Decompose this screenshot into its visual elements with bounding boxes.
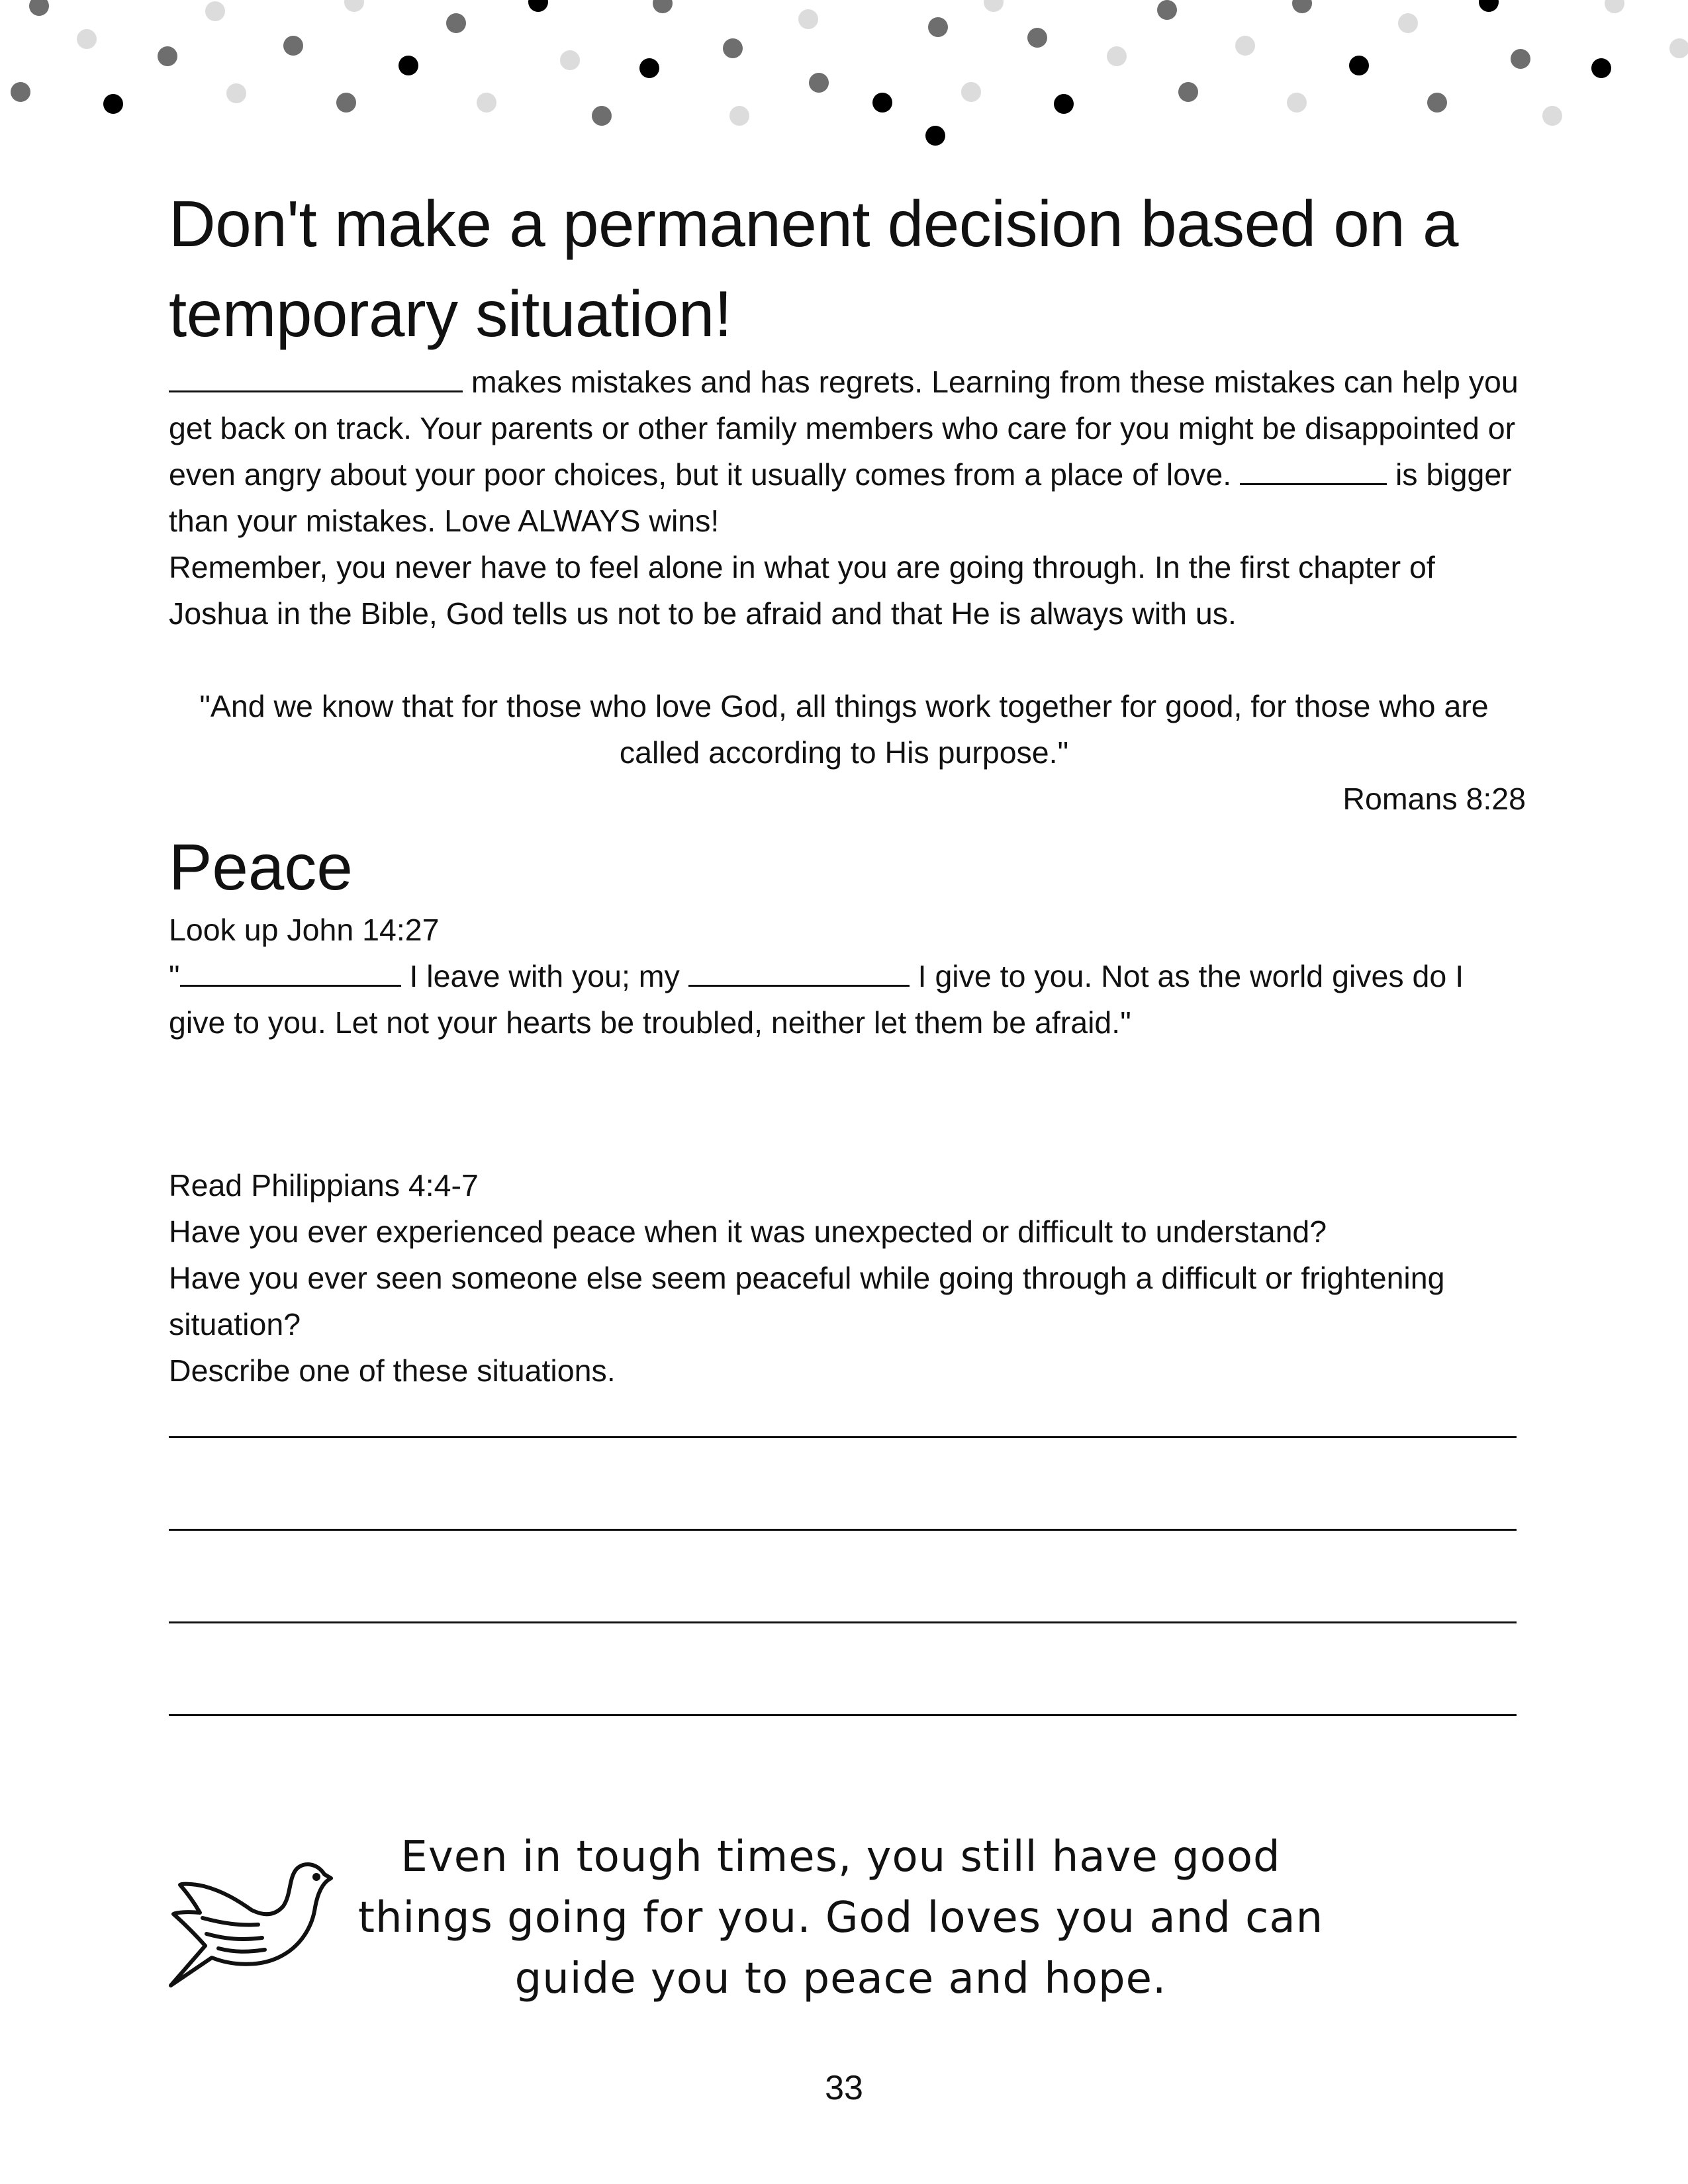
writing-line[interactable]	[169, 1529, 1517, 1531]
confetti-dot	[560, 50, 580, 70]
page-number: 33	[825, 2069, 863, 2107]
reflection-section	[169, 1162, 1519, 1394]
writing-line[interactable]	[169, 1714, 1517, 1716]
confetti-dot	[1235, 36, 1255, 56]
confetti-dot	[809, 73, 829, 93]
confetti-dot	[1542, 106, 1562, 126]
reflection-question: Have you ever experienced peace when it was unexpected or difficult to understand?	[169, 1214, 1327, 1249]
confetti-dot	[1605, 0, 1624, 13]
confetti-dot	[226, 83, 246, 103]
fill-in-blank[interactable]	[688, 956, 910, 987]
confetti-dot	[1287, 93, 1307, 113]
page-title: Don't make a permanent decision based on a temporary situation!	[169, 187, 1459, 350]
confetti-dot	[446, 13, 466, 33]
confetti-dot	[1479, 0, 1499, 12]
verse-open-quote: "	[169, 959, 180, 993]
verse-text: I leave with you; my	[409, 959, 680, 993]
confetti-dot	[528, 0, 548, 12]
confetti-dot	[1349, 56, 1369, 75]
encouragement-box	[165, 1827, 1589, 2025]
confetti-dot	[1107, 46, 1127, 66]
page-content	[169, 179, 1526, 1716]
confetti-dot	[872, 93, 892, 113]
confetti-dot	[961, 82, 981, 102]
quote-reference: Romans 8:28	[1342, 782, 1526, 816]
peace-section	[169, 907, 1519, 1046]
confetti-dot	[1027, 28, 1047, 48]
confetti-dot	[925, 126, 945, 146]
confetti-dot	[1398, 13, 1418, 33]
confetti-dot	[984, 0, 1004, 12]
mistakes-paragraph	[169, 359, 1519, 544]
writing-line[interactable]	[169, 1436, 1517, 1438]
confetti-dot	[639, 58, 659, 78]
confetti-dot	[336, 93, 356, 113]
confetti-dot	[592, 106, 612, 126]
confetti-dot	[1054, 94, 1074, 114]
read-instruction: Read Philippians 4:4-7	[169, 1168, 479, 1203]
section-title-peace: Peace	[169, 831, 353, 903]
confetti-dot	[1178, 82, 1198, 102]
confetti-dot	[1157, 0, 1177, 20]
joshua-paragraph: Remember, you never have to feel alone in what you are going through. In the first chapter of Joshua in the Bible, God tells us not to be afraid and that He is always with us.	[169, 550, 1435, 631]
confetti-dot	[158, 46, 177, 66]
confetti-dot	[77, 29, 97, 49]
writing-line[interactable]	[169, 1621, 1517, 1623]
bible-quote: "And we know that for those who love God, all things work together for good, for those who are called according to His purpose."	[199, 689, 1489, 770]
confetti-dot	[729, 106, 749, 126]
dove-icon	[165, 1860, 338, 1992]
fill-in-blank[interactable]	[1240, 454, 1387, 485]
fill-in-blank[interactable]	[169, 361, 463, 392]
confetti-dot	[1511, 49, 1530, 69]
confetti-dot	[1292, 0, 1312, 13]
confetti-dot	[928, 17, 948, 37]
confetti-dot	[723, 38, 743, 58]
dot-confetti-border	[0, 0, 1688, 152]
reflection-question: Have you ever seen someone else seem peaceful while going through a difficult or frightening situation?	[169, 1261, 1445, 1342]
describe-prompt: Describe one of these situations.	[169, 1353, 616, 1388]
fill-in-blank[interactable]	[180, 956, 401, 987]
confetti-dot	[205, 1, 225, 21]
confetti-dot	[477, 93, 496, 113]
confetti-dot	[1669, 38, 1688, 58]
confetti-dot	[399, 56, 418, 75]
confetti-dot	[1427, 93, 1447, 113]
fill-in-verse	[169, 953, 1519, 1046]
encouragement-text: Even in tough times, you still have good things going for you. God loves you and can guide you to peace and hope.	[357, 1833, 1324, 2003]
confetti-dot	[653, 0, 673, 13]
confetti-dot	[344, 0, 364, 12]
confetti-dot	[283, 36, 303, 56]
love-text: is bigger than your mistakes. Love ALWAYS wins!	[169, 457, 1512, 538]
mistakes-text: makes mistakes and has regrets. Learning from these mistakes can help you get back on track. Your parents or other family members who care for you might be disappointed or even angry about your poor choices, but it usually comes from a place of love.	[169, 365, 1519, 492]
lookup-instruction: Look up John 14:27	[169, 913, 440, 947]
intro-paragraph	[169, 359, 1519, 637]
confetti-dot	[29, 0, 49, 16]
verse-text: I give to you. Not as the world gives do I give to you. Let not your hearts be troubled, neither let them be afraid."	[169, 959, 1464, 1040]
confetti-dot	[1591, 58, 1611, 78]
confetti-dot	[798, 9, 818, 29]
confetti-dot	[103, 94, 123, 114]
confetti-dot	[11, 82, 30, 102]
